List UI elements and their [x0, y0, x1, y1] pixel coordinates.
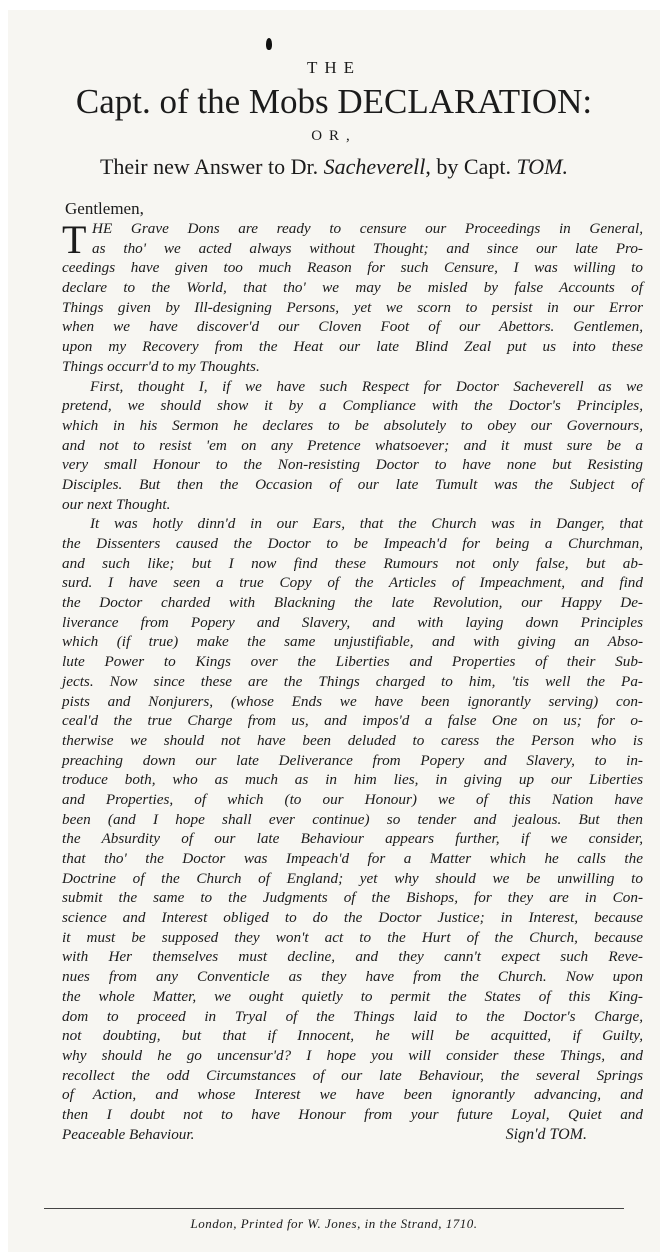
text-line: and such like; but I now find these Rumours not only false, but ab-	[62, 554, 643, 572]
text-line: and Properties, of which (to our Honour) we of this Nation have	[62, 790, 643, 808]
text-line: it must be supposed they won't act to the Hurt of the Church, because	[62, 928, 643, 946]
text-line: dom to proceed in Tryal of the Things laid to the Doctor's Charge,	[62, 1007, 643, 1025]
text-line: that tho' the Doctor was Impeach'd for a Matter which he calls the	[62, 850, 643, 867]
subtitle-name: Sacheverell	[323, 154, 426, 179]
text-line: why should he go uncensur'd? I hope you will consider these Things, and	[62, 1046, 643, 1064]
text-line: then I doubt not to have Honour from your future Loyal, Quiet and	[62, 1105, 643, 1123]
text-line: pists and Nonjurers, (whose Ends we have been ignorantly serving) con-	[62, 692, 643, 710]
text-line: science and Interest obliged to do the Doctor Justice; in Interest, because	[62, 909, 643, 927]
drop-cap: T	[62, 217, 87, 262]
text-line: ceal'd the true Charge from us, and impos'd a false One on us; for o-	[62, 712, 643, 730]
text-line: recollect the odd Circumstances of our late Behaviour, the several Springs	[62, 1066, 643, 1084]
text-line: with Her themselves must decline, and they cann't expect such Reve-	[62, 948, 643, 966]
text-line: declare to the World, that tho' we may be misled by false Accounts of	[62, 279, 643, 297]
text-line: when we have discover'd our Cloven Foot of our Abettors. Gentlemen,	[62, 318, 643, 336]
text-line: Disciples. But then the Occasion of our late Tumult was the Subject of	[62, 475, 643, 493]
text-line: the Dissenters caused the Doctor to be Impeach'd for being a Churchman,	[62, 535, 643, 552]
text-line: Things given by Ill-designing Persons, yet we scorn to persist in our Error	[62, 298, 643, 316]
subtitle-mid: , by Capt.	[425, 154, 517, 179]
text-line: ceedings have given too much Reason for such Censure, I was willing to	[62, 259, 643, 277]
text-line: the Doctor charded with Blackning the late Revolution, our Happy De-	[62, 594, 643, 612]
text-line: very small Honour to the Non-resisting Doctor to have none but Resisting	[62, 456, 643, 474]
closing-text: Peaceable Behaviour.	[62, 1125, 195, 1143]
text-line: and not to resist 'em on any Pretence whatsoever; and it must sure be a	[62, 436, 643, 454]
text-line: lute Power to Kings over the Liberties and Properties of their Sub-	[62, 653, 643, 671]
text-line: jects. Now since these are the Things charged to him, 'tis well the Pa-	[62, 672, 643, 690]
text-line: therwise we should not have been deluded to caress the Person who is	[62, 731, 643, 749]
text-line: which in his Sermon he declares to be absolutely to obey our Governours,	[62, 416, 643, 434]
subtitle-pre: Their new Answer to Dr.	[99, 154, 324, 179]
text-line: Things occurr'd to my Thoughts.	[62, 357, 260, 375]
text-line: surd. I have seen a true Copy of the Articles of Impeachment, and find	[62, 574, 643, 592]
text-line: troduce both, who as much as in him lies, in giving up our Liberties	[62, 771, 643, 789]
header-the: THE	[306, 58, 362, 77]
text-line: Doctrine of the Church of England; yet why should we be unwilling to	[62, 869, 643, 887]
text-line: It was hotly dinn'd in our Ears, that the Church was in Danger, that	[90, 515, 643, 533]
text-line: the Absurdity of our late Behaviour appears further, if we consider,	[62, 830, 643, 848]
text-line: upon my Recovery from the Heat our late Blind Zeal put us into these	[62, 338, 643, 356]
imprint: London, Printed for W. Jones, in the Strand, 1710.	[190, 1216, 478, 1231]
text-line: our next Thought.	[62, 495, 171, 513]
text-line: been (and I hope shall ever continue) so tender and jealous. But then	[62, 810, 643, 828]
text-line: HE Grave Dons are ready to censure our Proceedings in General,	[92, 220, 643, 237]
text-line: nues from any Conventicle as they have from the Church. Now upon	[62, 968, 643, 986]
text-line: submit the same to the Judgments of the Bishops, for they are in Con-	[62, 889, 643, 907]
closing-line	[62, 1125, 643, 1145]
page-title: Capt. of the Mobs DECLARATION:	[75, 82, 593, 121]
page-subtitle	[8, 154, 660, 180]
text-line: liverance from Popery and Slavery, and with laying down Principles	[62, 613, 643, 631]
salutation: Gentlemen,	[65, 199, 144, 218]
text-line: preaching down our late Deliverance from Popery and Slavery, to in-	[62, 751, 643, 769]
text-line: the whole Matter, we ought quietly to permit the States of this King-	[62, 987, 643, 1005]
header-or: OR,	[311, 128, 357, 144]
subtitle-tom: TOM.	[516, 154, 569, 179]
text-line: not doubting, but that if Innocent, he will be acquitted, if Guilty,	[62, 1027, 643, 1045]
text-line: of Action, and whose Interest we have been ignorantly advancing, and	[62, 1086, 643, 1104]
text-line: pretend, we should show it by a Compliance with the Doctor's Principles,	[62, 397, 643, 415]
text-line: as tho' we acted always without Thought; and since our late Pro-	[92, 239, 643, 257]
text-line: which (if true) make the same unjustifiable, and with giving an Abso-	[62, 633, 643, 651]
broadside-page	[8, 10, 660, 1252]
footer-rule	[44, 1208, 624, 1209]
text-line: First, thought I, if we have such Respect for Doctor Sacheverell as we	[90, 377, 643, 395]
signature: Sign'd TOM.	[505, 1125, 587, 1143]
declaration-body	[62, 219, 643, 1144]
ink-blot	[266, 38, 272, 50]
